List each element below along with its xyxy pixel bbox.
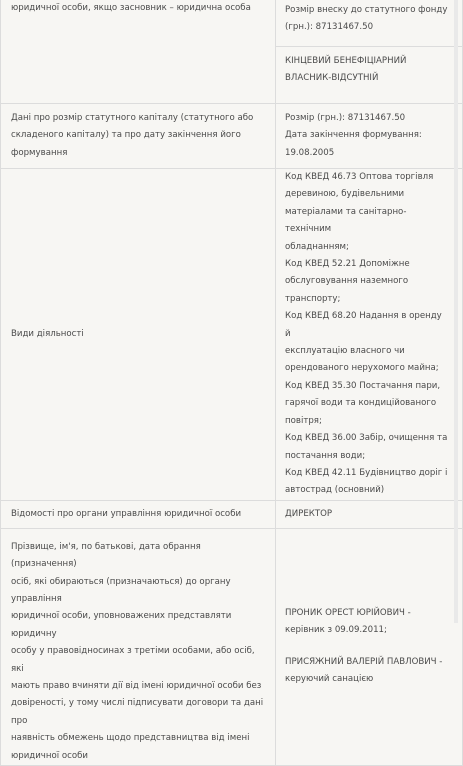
founder-capital <box>285 0 448 46</box>
kved-item: обладнанням; <box>285 241 349 252</box>
activities-value <box>276 169 463 501</box>
persons-label-line: юридичної особи, уповноважених представляти юридичну <box>11 611 232 639</box>
manager-entry <box>285 595 448 650</box>
kved-item: деревиною, будівельними <box>285 189 405 200</box>
kved-item: Код КВЕД 68.20 Надання в оренду й <box>285 311 442 339</box>
persons-label-line: довіреності, у тому числі підписувати договори та дані про <box>11 698 264 726</box>
kved-item: транспорту; <box>285 293 341 304</box>
capital-label-line: Дані про розмір статутного капіталу (статутного або <box>11 112 254 123</box>
founder-capital-line: Розмір внеску до статутного фонду <box>285 5 448 15</box>
management-row <box>1 500 463 528</box>
management-value: ДИРЕКТОР <box>276 500 463 528</box>
kved-item: повітря; <box>285 415 322 426</box>
kved-item: Код КВЕД 35.30 Постачання пари, <box>285 380 441 391</box>
kved-item: Код КВЕД 36.00 Забір, очищення та <box>285 433 448 444</box>
beneficiary-line: ВЛАСНИК-ВІДСУТНІЙ <box>285 73 379 84</box>
beneficiary-block <box>276 46 462 93</box>
activities-label: Види діяльності <box>1 169 276 501</box>
activities-row <box>1 169 463 501</box>
kved-item: орендованого нерухомого майна; <box>285 363 439 374</box>
kved-item: експлуатацію власного чи <box>285 346 405 357</box>
manager-line: керуючий санацією <box>285 674 374 685</box>
kved-list <box>285 169 448 500</box>
capital-row <box>1 104 463 169</box>
kved-item: постачання води; <box>285 450 366 461</box>
kved-item: автострад (основний) <box>285 485 385 496</box>
persons-label-line: наявність обмежень щодо представництва від імені <box>11 733 250 744</box>
beneficiary-line: КІНЦЕВИЙ БЕНЕФІЦІАРНИЙ <box>285 55 407 66</box>
founder-label: юридичної особи, якщо засновник – юридична особа <box>1 0 276 104</box>
persons-label <box>1 528 276 765</box>
persons-row <box>1 528 463 765</box>
capital-label-line: складеного капіталу) та про дату закінчення його <box>11 130 241 141</box>
persons-label-line: юридичної особи <box>11 750 88 761</box>
manager-line: керівник з 09.09.2011; <box>285 625 387 636</box>
persons-label-line: мають право вчиняти дії від імені юридичної особи без <box>11 680 262 691</box>
persons-label-line: особу у правовідносинах з третіми особами, або осіб, які <box>11 646 255 674</box>
kved-item: гарячої води та кондиційованого <box>285 398 437 409</box>
persons-value <box>276 528 463 765</box>
scrollbar-track[interactable] <box>454 0 458 623</box>
founder-row <box>1 0 463 104</box>
kved-item: Код КВЕД 46.73 Оптова торгівля <box>285 172 434 182</box>
kved-item: Код КВЕД 42.11 Будівництво доріг і <box>285 467 448 478</box>
capital-label-line: формування <box>11 147 68 158</box>
kved-item: обслуговування наземного <box>285 276 409 287</box>
capital-value-line: Розмір (грн.): 87131467.50 <box>285 112 406 123</box>
capital-value <box>276 104 463 169</box>
kved-item: Код КВЕД 52.21 Допоміжне <box>285 259 410 270</box>
kved-item: матеріалами та санітарно-технічним <box>285 206 407 235</box>
capital-value-line: 19.08.2005 <box>285 147 335 158</box>
founder-value-cell <box>276 0 463 104</box>
manager-line: ПРОНИК ОРЕСТ ЮРІЙОВИЧ - <box>285 608 411 619</box>
manager-entry <box>285 650 448 699</box>
capital-value-line: Дата закінчення формування: <box>285 130 422 141</box>
persons-label-line: Прізвище, ім'я, по батькові, дата обрання (призначення) <box>11 541 201 570</box>
founder-capital-line: (грн.): 87131467.50 <box>285 22 374 33</box>
management-label: Відомості про органи управління юридичної особи <box>1 500 276 528</box>
capital-label <box>1 104 276 169</box>
persons-label-line: осіб, які обираються (призначаються) до органу управління <box>11 576 231 604</box>
manager-line: ПРИСЯЖНИЙ ВАЛЕРІЙ ПАВЛОВИЧ - <box>285 656 443 667</box>
